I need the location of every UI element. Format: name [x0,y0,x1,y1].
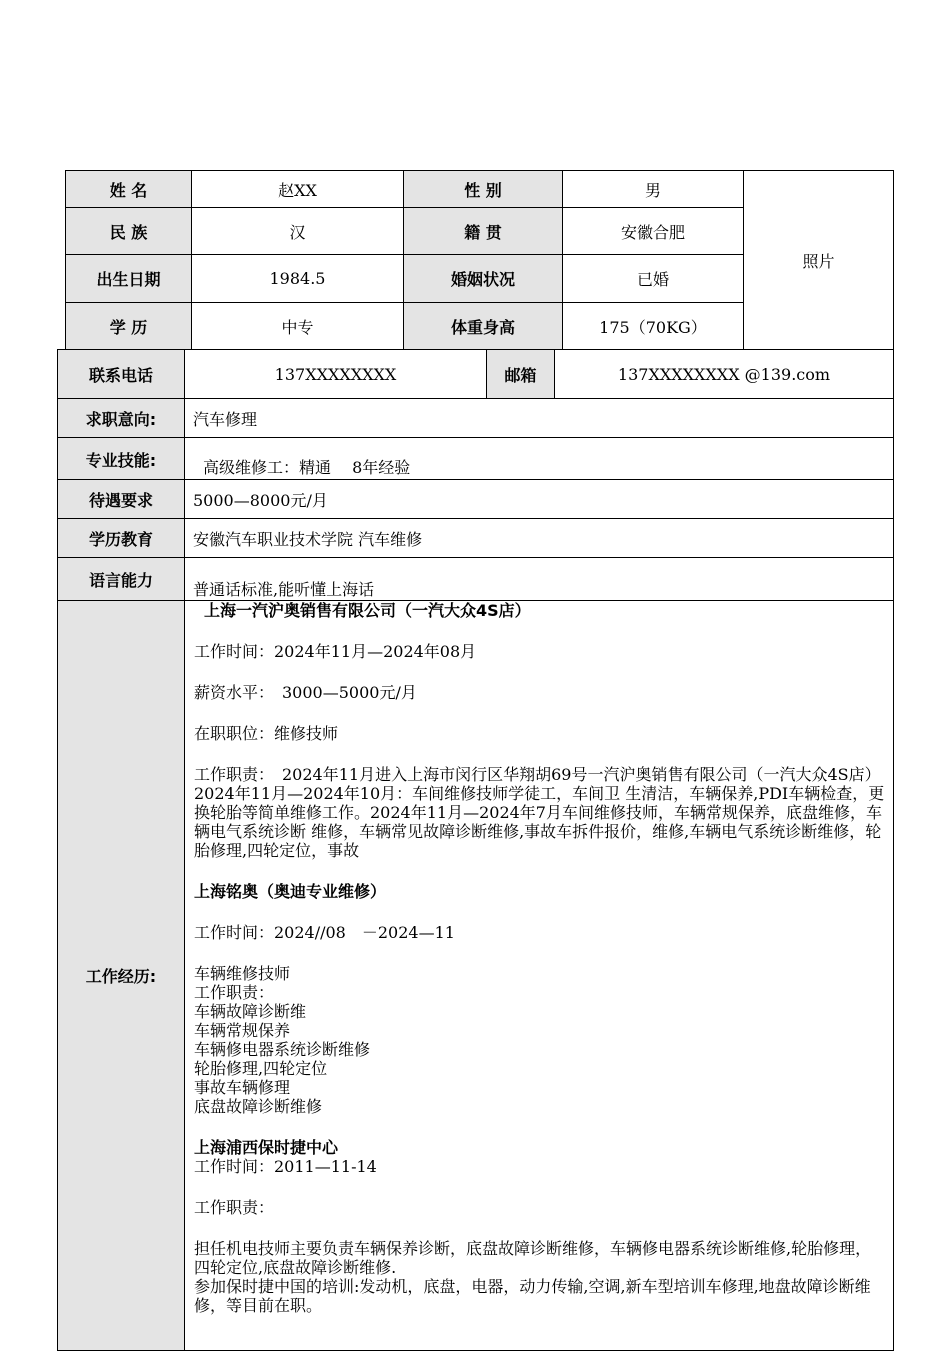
education-label: 学历教育 [58,519,185,558]
job2-line: 车辆常规保养 [194,1021,291,1040]
birth-date-value: 1984.5 [192,255,404,303]
native-place-value: 安徽合肥 [563,208,744,255]
job2-line: 车辆故障诊断维 [194,1002,307,1021]
job2-line: 轮胎修理,四轮定位 [194,1059,328,1078]
education-level-label: 学 历 [66,303,192,350]
job1-company: 上海一汽沪奥销售有限公司（一汽大众4S店） [204,601,531,620]
education-value: 安徽汽车职业技术学院 汽车维修 [185,519,894,558]
language-value: 普通话标准,能听懂上海话 [185,558,894,601]
ethnicity-value: 汉 [192,208,404,255]
birth-date-label: 出生日期 [66,255,192,303]
job1-salary: 薪资水平： 3000—5000元/月 [194,683,417,702]
phone-label: 联系电话 [58,350,185,399]
skills-label: 专业技能: [58,438,185,480]
height-weight-value: 175（70KG） [563,303,744,350]
job2-line: 车辆修电器系统诊断维修 [194,1040,371,1059]
job2-line: 底盘故障诊断维修 [194,1097,323,1116]
photo-placeholder: 照片 [744,171,894,350]
job-intent-value: 汽车修理 [185,399,894,438]
email-value: 137XXXXXXXX @139.com [555,350,894,399]
gender-label: 性 别 [404,171,563,208]
basic-info-table [65,170,894,350]
salary-label: 待遇要求 [58,480,185,519]
ethnicity-label: 民 族 [66,208,192,255]
marital-status-value: 已婚 [563,255,744,303]
job2-line: 事故车辆修理 [194,1078,291,1097]
gender-value: 男 [563,171,744,208]
education-level-value: 中专 [192,303,404,350]
job1-position: 在职职位：维修技师 [194,724,339,743]
name-label: 姓 名 [66,171,192,208]
marital-status-label: 婚姻状况 [404,255,563,303]
email-label: 邮箱 [487,350,555,399]
job3-company: 上海浦西保时捷中心 [194,1138,339,1157]
skills-value: 高级维修工：精通 8年经验 [185,438,894,480]
work-experience-content [185,601,894,1351]
job3-duty-label: 工作职责： [194,1198,275,1217]
job2-duty-list [194,964,885,1116]
job2-company: 上海铭奥（奥迪专业维修） [194,882,387,901]
salary-value: 5000—8000元/月 [185,480,894,519]
job3-duty-2: 参加保时捷中国的培训:发动机，底盘，电器，动力传输,空调,新车型培训车修理,地盘故障诊断维修，等目前在职。 [194,1277,871,1315]
native-place-label: 籍 贯 [404,208,563,255]
job3-time: 工作时间：2011—11-14 [194,1157,377,1176]
job2-time: 工作时间：2024//08 －2024—11 [194,923,455,942]
name-value: 赵XX [192,171,404,208]
job2-line: 车辆维修技师 [194,964,291,983]
work-experience-label: 工作经历: [58,601,185,1351]
job-intent-label: 求职意向: [58,399,185,438]
job2-line: 工作职责： [194,983,275,1002]
job3-duty-1: 担任机电技师主要负责车辆保养诊断，底盘故障诊断维修，车辆修电器系统诊断维修,轮胎修理，四轮定位,底盘故障诊断维修. [194,1239,872,1277]
phone-value: 137XXXXXXXX [185,350,487,399]
detail-table [57,349,894,1351]
job1-duty: 工作职责： 2024年11月进入上海市闵行区华翔胡69号一汽沪奥销售有限公司（一汽大众4S店）2024年11月—2024年10月：车间维修技师学徒工，车间卫 生清洁，车辆保养,PDI车辆检查，更换轮胎等简单维修工作。2024年11月—2024年7月车间维修技师，车辆常规保养，底盘维修，车辆电气系统诊断 维修，车辆常见故障诊断维修,事故车拆件报价，维修,车辆电气系统诊断维修，轮胎修理,四轮定位，事故 [194,765,885,860]
job1-time: 工作时间：2024年11月—2024年08月 [194,642,477,661]
language-label: 语言能力 [58,558,185,601]
height-weight-label: 体重身高 [404,303,563,350]
